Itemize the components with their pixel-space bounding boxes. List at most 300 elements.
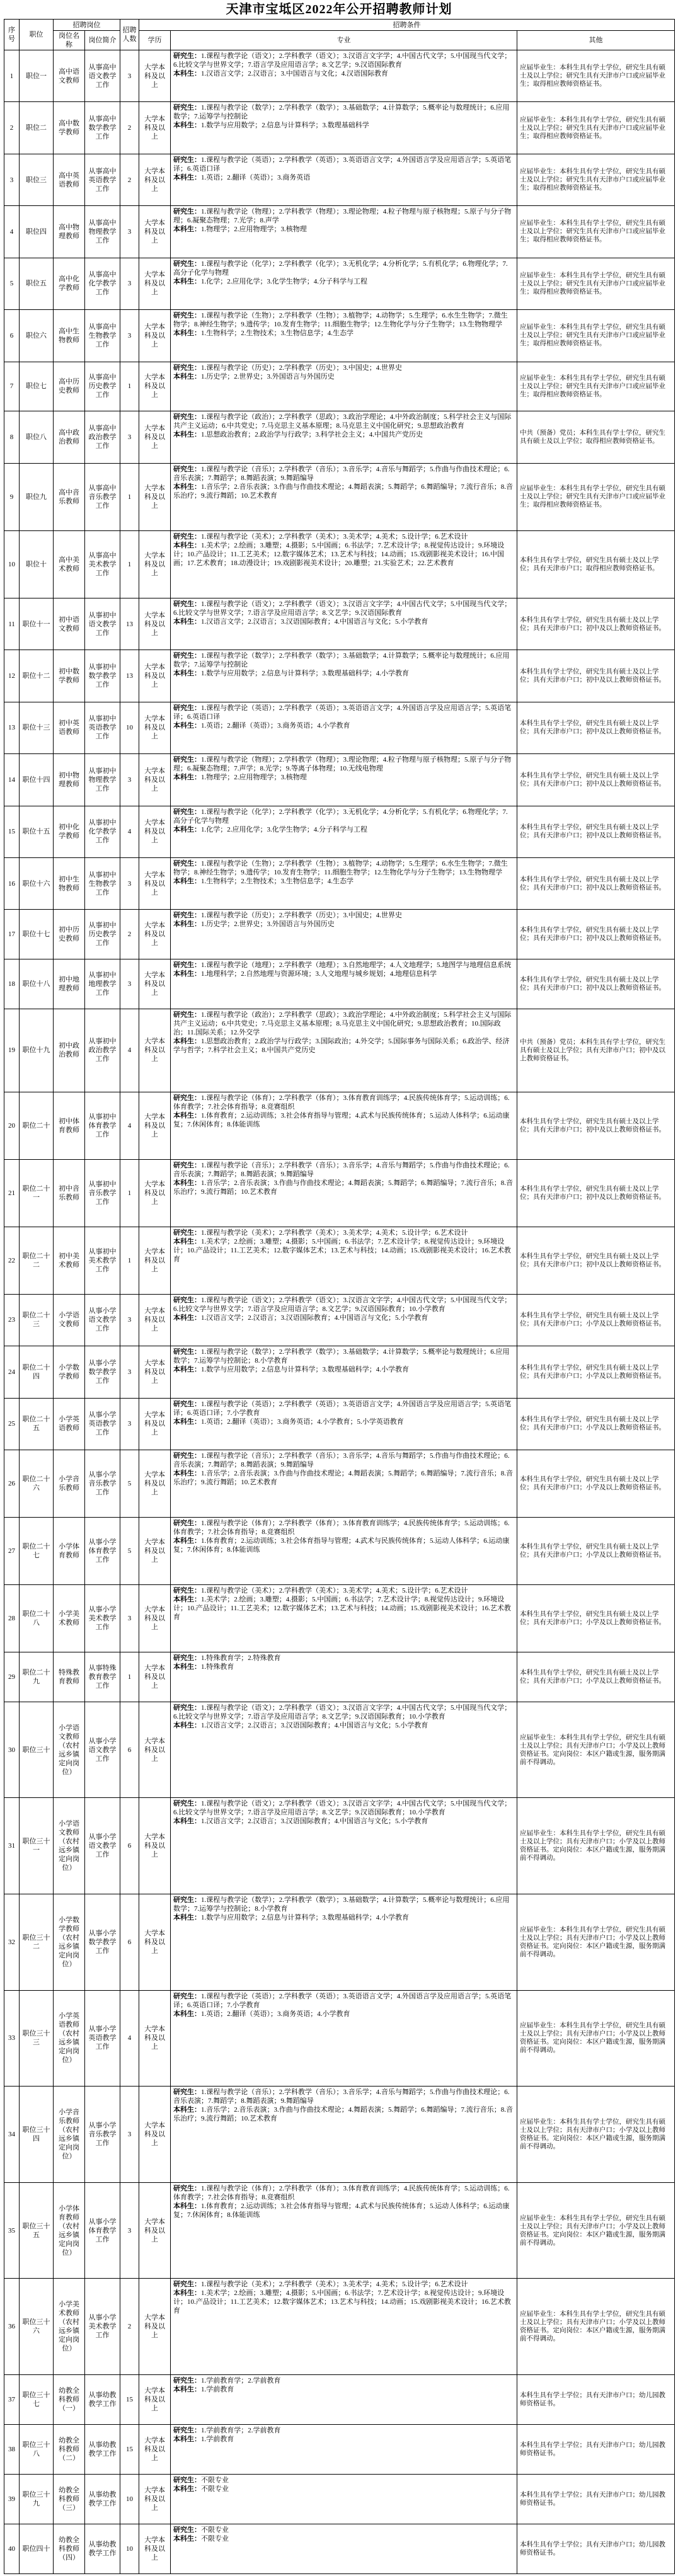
graduate-label: 研究生： [173,704,201,712]
undergraduate-label: 本科生： [173,617,201,626]
graduate-label: 研究生： [173,52,201,60]
table-row [4,959,675,1009]
cell-subject: 幼教全科教师（三） [54,2474,85,2524]
cell-other: 本科生具有学士学位；具有天津市户口；幼儿园教师资格证书。 [517,2524,675,2573]
cell-no: 15 [4,806,20,857]
cell-no: 5 [4,258,20,309]
cell-duty: 从事小学音乐教学工作 [85,1450,120,1517]
header-count: 招聘人数 [120,20,139,50]
undergraduate-majors: 1.美术学；2.绘画；3.雕塑；4.摄影；5.中国画；6.书法学；7.艺术设计学；8.视觉传达设计；9.环境设计；10.产品设计；11.工艺美术；12.数字媒体艺术；13.艺术与科技；14.动画；15.戏剧影视美术设计；16.艺术教育 [173,2289,511,2315]
major-undergraduate [173,121,514,130]
undergraduate-majors: 1.生物科学；2.生物技术；3.生物信息学；4.生态学 [201,329,353,338]
graduate-majors: 1.课程与教学论（美术）；2.学科教学（美术）；3.美术学；4.美术；5.设计学；6.艺术设计 [201,1228,468,1237]
undergraduate-majors: 1.汉语言文学；2.汉语言；3.汉语国际教育；4.中国语言与文化；5.小学教育 [201,1818,428,1826]
cell-other: 本科生具有学士学位，研究生具有硕士及以上学位；具有天津市户口；初中及以上教师资格证书。 [517,857,675,909]
graduate-label: 研究生： [173,1703,201,1712]
cell-other: 本科生具有学士学位，研究生具有硕士及以上学位；具有天津市户口；小学及以上教师资格证书。 [517,1398,675,1450]
cell-count: 4 [120,1990,139,2087]
undergraduate-label: 本科生： [173,1818,201,1826]
table-row [4,754,675,806]
table-row [4,702,675,753]
table-row [4,1894,675,1991]
header-requirements: 招聘条件 [139,20,675,31]
table-row [4,206,675,258]
graduate-majors: 1.学前教育学；2.学前教育 [201,2426,281,2434]
cell-major [171,1009,517,1092]
cell-other: 应届毕业生：本科生具有学士学位，研究生具有硕士及以上学位；具有天津市户口；小学及以上教师资格证书。定向岗位：本区户籍或生源，服务期满前不得调动。 [517,2182,675,2279]
cell-subject: 小学音乐教师（农村远乡镇定向岗位） [54,2087,85,2183]
graduate-majors: 1.课程与教学论（生物）；2.学科教学（生物）；3.植物学；4.动物学；5.生理学；6.水生生物学；7.微生物学；8.神经生物学；9.遗传学；10.发育生物学；11.细胞生物学；12.生物化学与分子生物学；13.生物物理学 [173,312,508,329]
cell-education: 大学本科及以上 [139,754,171,806]
cell-major [171,1517,517,1584]
cell-education: 大学本科及以上 [139,2087,171,2183]
table-row [4,650,675,702]
major-graduate [173,1348,514,1365]
cell-position: 职位十七 [20,910,54,959]
cell-position: 职位七 [20,362,54,411]
cell-other: 本科生具有学士学位，研究生具有硕士及以上学位；具有天津市户口；初中及以上教师资格证书。 [517,806,675,857]
major-graduate [173,2526,514,2534]
cell-no: 1 [4,50,20,102]
cell-education: 大学本科及以上 [139,310,171,362]
table-row [4,1652,675,1702]
table-row [4,1517,675,1584]
undergraduate-label: 本科生： [173,1663,201,1671]
undergraduate-majors: 1.音乐学；2.音乐表演；3.作曲与作曲技术理论；4.舞蹈表演；5.舞蹈学；6.舞蹈编导；7.流行音乐；8.音乐治疗；9.流行舞蹈；10.艺术教育 [173,2106,513,2123]
cell-subject: 高中音乐教师 [54,463,85,530]
cell-duty: 从事小学体育教学工作 [85,1517,120,1584]
cell-other: 中共（预备）党员；本科生具有学士学位，研究生具有硕士及以上学位；具有天津市户口；初中及以上教师资格证书。 [517,1009,675,1092]
cell-count: 1 [120,530,139,598]
cell-major [171,1584,517,1652]
major-graduate [173,651,514,669]
cell-other: 本科生具有学士学位，研究生具有硕士及以上学位；具有天津市户口；小学及以上教师资格证书。 [517,1294,675,1346]
cell-major [171,2182,517,2279]
cell-duty: 从事小学英语教学工作 [85,1398,120,1450]
major-graduate [173,2426,514,2435]
cell-major [171,50,517,102]
cell-count: 13 [120,650,139,702]
cell-other: 应届毕业生：本科生具有学士学位，研究生具有硕士及以上学位；研究生具有天津市户口或应届毕业生；取得相应教师资格证书。 [517,463,675,530]
cell-count: 4 [120,1009,139,1092]
cell-major [171,411,517,463]
cell-count: 5 [120,1517,139,1584]
cell-duty: 从事高中英语教学工作 [85,154,120,205]
cell-no: 24 [4,1346,20,1398]
major-graduate [173,704,514,721]
cell-duty: 从事小学语文教学工作 [85,1294,120,1346]
cell-subject: 幼教全科教师（四） [54,2524,85,2573]
cell-subject: 高中政治教师 [54,411,85,463]
major-undergraduate [173,1314,514,1322]
cell-count: 3 [120,411,139,463]
cell-subject: 小学英语教师（农村远乡镇定向岗位） [54,1990,85,2087]
cell-no: 20 [4,1092,20,1159]
undergraduate-label: 本科生： [173,226,201,234]
cell-count: 2 [120,154,139,205]
undergraduate-majors: 1.化学；2.应用化学；3.化学生物学；4.分子科学与工程 [201,825,367,833]
cell-no: 21 [4,1159,20,1227]
cell-education: 大学本科及以上 [139,1990,171,2087]
cell-position: 职位二十七 [20,1517,54,1584]
cell-other: 本科生具有学士学位；具有天津市户口；幼儿园教师资格证书。 [517,2474,675,2524]
cell-duty: 从事幼教教学工作 [85,2474,120,2524]
undergraduate-label: 本科生： [173,122,201,130]
cell-duty: 从事小学数学教学工作 [85,1346,120,1398]
cell-duty: 从事小学美术教学工作 [85,2279,120,2375]
major-graduate [173,207,514,225]
cell-subject: 高中化学教师 [54,258,85,309]
cell-subject: 高中美术教师 [54,530,85,598]
cell-position: 职位十五 [20,806,54,857]
major-graduate [173,2376,514,2385]
cell-no: 7 [4,362,20,411]
cell-education: 大学本科及以上 [139,154,171,205]
major-graduate [173,1228,514,1237]
cell-major [171,650,517,702]
cell-no: 22 [4,1227,20,1294]
undergraduate-majors: 1.汉语言文学；2.汉语言；3.汉语国际教育；4.中国语言与文化；5.小学教育 [201,1721,428,1729]
cell-position: 职位二十八 [20,1584,54,1652]
recruitment-table [4,19,675,2574]
cell-subject: 小学数学教师 [54,1346,85,1398]
graduate-majors: 1.课程与教学论（语文）；2.学科教学（语文）；3.汉语言文字学；4.中国古代文学；5.中国现当代文学；6.比较文学与世界文学；7.语言学及应用语言学；8.文艺学；9.汉语国际教育；10.小学教育 [173,1703,512,1720]
cell-other: 本科生具有学士学位；具有天津市户口；幼儿园教师资格证书。 [517,2374,675,2424]
cell-duty: 从事幼教教学工作 [85,2524,120,2573]
cell-major [171,702,517,753]
cell-count: 3 [120,1398,139,1450]
cell-position: 职位五 [20,258,54,309]
graduate-majors: 1.课程与教学论（地理）；2.学科教学（地理）；3.自然地理学；4.人文地理学；5.地图学与地理信息系统 [201,961,512,970]
cell-major [171,1450,517,1517]
major-undergraduate [173,372,514,381]
major-undergraduate [173,1817,514,1826]
table-row [4,910,675,959]
table-row [4,2474,675,2524]
cell-subject: 小学美术教师 [54,1584,85,1652]
cell-subject: 初中物理教师 [54,754,85,806]
table-row [4,1294,675,1346]
undergraduate-label: 本科生： [173,1417,201,1426]
graduate-label: 研究生： [173,2088,201,2097]
major-undergraduate [173,541,514,568]
cell-major [171,1702,517,1798]
major-undergraduate [173,173,514,182]
undergraduate-label: 本科生： [173,2106,201,2114]
cell-duty: 从事幼教教学工作 [85,2424,120,2474]
cell-count: 4 [120,806,139,857]
cell-count: 3 [120,50,139,102]
major-graduate [173,103,514,121]
cell-other: 本科生具有学士学位，研究生具有硕士及以上学位；具有天津市户口；取得相应教师资格证书。 [517,530,675,598]
major-graduate [173,1799,514,1817]
table-row [4,1092,675,1159]
cell-position: 职位三十一 [20,1798,54,1894]
cell-education: 大学本科及以上 [139,650,171,702]
cell-duty: 从事初中生物教学工作 [85,857,120,909]
cell-no: 14 [4,754,20,806]
graduate-majors: 1.课程与教学论（数学）；2.学科教学（数学）；3.基础数学；4.计算数学；5.概率论与数理统计；6.应用数学；7.运筹学与控制论 [173,104,510,121]
cell-count: 2 [120,102,139,154]
cell-duty: 从事特殊教育教学工作 [85,1652,120,1702]
cell-education: 大学本科及以上 [139,1702,171,1798]
cell-count: 3 [120,857,139,909]
undergraduate-label: 本科生： [173,1721,201,1729]
cell-major [171,1227,517,1294]
undergraduate-majors: 1.地理科学；2.自然地理与资源环境；3.人文地理与城乡规划；4.地理信息科学 [201,970,437,978]
cell-major [171,959,517,1009]
cell-education: 大学本科及以上 [139,806,171,857]
cell-other: 应届毕业生：本科生具有学士学位，研究生具有硕士及以上学位；研究生具有天津市户口或应届毕业生；取得相应教师资格证书。 [517,206,675,258]
cell-count: 3 [120,1584,139,1652]
undergraduate-majors: 1.学前教育 [201,2385,234,2393]
cell-other: 本科生具有学士学位，研究生具有硕士及以上学位；具有天津市户口；小学及以上教师资格证书。 [517,1652,675,1702]
cell-count: 10 [120,2524,139,2573]
major-graduate [173,911,514,920]
cell-education: 大学本科及以上 [139,2424,171,2474]
graduate-label: 研究生： [173,2184,201,2192]
cell-position: 职位三十六 [20,2279,54,2375]
graduate-majors: 1.课程与教学论（英语）；2.学科教学（英语）；3.英语语言文学；4.外国语言学及应用语言学；5.英语笔译；6.英语口译；7.小学教育 [173,1992,512,2009]
cell-no: 19 [4,1009,20,1092]
cell-position: 职位二十一 [20,1159,54,1227]
major-graduate [173,413,514,430]
graduate-label: 研究生： [173,156,201,164]
undergraduate-label: 本科生： [173,541,201,549]
major-graduate [173,755,514,773]
graduate-label: 研究生： [173,2426,201,2434]
undergraduate-majors: 1.化学；2.应用化学；3.化学生物学；4.分子科学与工程 [201,277,367,285]
cell-position: 职位二十九 [20,1652,54,1702]
cell-subject: 小学语文教师（农村远乡镇定向岗位） [54,1702,85,1798]
cell-position: 职位二十 [20,1092,54,1159]
cell-position: 职位四 [20,206,54,258]
cell-no: 9 [4,463,20,530]
major-graduate [173,859,514,877]
undergraduate-label: 本科生： [173,2010,201,2018]
cell-no: 32 [4,1894,20,1991]
cell-duty: 从事初中体育教学工作 [85,1092,120,1159]
major-undergraduate [173,1663,514,1671]
undergraduate-majors: 1.音乐学；2.音乐表演；3.作曲与作曲技术理论；4.舞蹈表演；5.舞蹈学；6.舞蹈编导；7.流行音乐；8.音乐治疗；9.流行舞蹈；10.艺术教育 [173,483,513,500]
cell-major [171,206,517,258]
cell-education: 大学本科及以上 [139,1798,171,1894]
undergraduate-label: 本科生： [173,2485,201,2493]
cell-position: 职位二十四 [20,1346,54,1398]
cell-subject: 初中语文教师 [54,598,85,650]
graduate-label: 研究生： [173,1348,201,1356]
cell-subject: 初中体育教师 [54,1092,85,1159]
undergraduate-label: 本科生： [173,825,201,833]
graduate-label: 研究生： [173,961,201,970]
cell-count: 10 [120,702,139,753]
cell-subject: 幼教全科教师（一） [54,2374,85,2424]
cell-no: 38 [4,2424,20,2474]
table-row [4,154,675,205]
cell-education: 大学本科及以上 [139,530,171,598]
graduate-label: 研究生： [173,1896,201,1904]
header-education: 学历 [139,31,171,50]
graduate-majors: 1.课程与教学论（语文）；2.学科教学（语文）；3.汉语言文字学；4.中国古代文学；5.中国现当代文学；6.比较文学与世界文学；7.语言学及应用语言学；8.文艺学；9.汉语国际教育；10.小学教育 [173,1800,512,1817]
cell-education: 大学本科及以上 [139,1227,171,1294]
cell-no: 11 [4,598,20,650]
graduate-label: 研究生： [173,2526,201,2534]
cell-position: 职位三十五 [20,2182,54,2279]
cell-count: 3 [120,206,139,258]
major-undergraduate [173,1913,514,1922]
cell-duty: 从事高中美术教学工作 [85,530,120,598]
graduate-majors: 1.课程与教学论（物理）；2.学科教学（物理）；3.理论物理；4.粒子物理与原子核物理；5.原子与分子物理；6.凝聚态物理；7.光学；8.声学 [173,208,512,225]
cell-other: 应届毕业生：本科生具有学士学位，研究生具有硕士及以上学位；具有天津市户口；小学及以上教师资格证书。定向岗位：本区户籍或生源，服务期满前不得调动。 [517,2087,675,2183]
undergraduate-majors: 1.学前教育 [201,2435,234,2443]
undergraduate-label: 本科生： [173,2289,201,2298]
cell-education: 大学本科及以上 [139,1092,171,1159]
cell-duty: 从事初中美术教学工作 [85,1227,120,1294]
graduate-label: 研究生： [173,532,201,541]
graduate-majors: 1.课程与教学论（体育）；2.学科教学（体育）；3.体育教育训练学；4.民族传统体育学；5.运动训练；6.体育教学；7.社会体育指导；8.竞赛组织 [173,1519,510,1536]
major-undergraduate [173,1469,514,1487]
major-graduate [173,1992,514,2010]
cell-duty: 从事高中音乐教学工作 [85,463,120,530]
graduate-label: 研究生： [173,1400,201,1408]
undergraduate-majors: 不限专业 [201,2485,229,2493]
cell-position: 职位三十八 [20,2424,54,2474]
major-graduate [173,1519,514,1537]
cell-other: 应届毕业生：本科生具有学士学位，研究生具有硕士及以上学位；具有天津市户口；小学及以上教师资格证书。定向岗位：本区户籍或生源，服务期满前不得调动。 [517,1798,675,1894]
table-row [4,2182,675,2279]
table-header [4,20,675,50]
undergraduate-majors: 1.数学与应用数学；2.信息与计算科学；3.数理基础科学；4.小学教育 [201,1366,409,1374]
cell-count: 3 [120,2182,139,2279]
major-graduate [173,1296,514,1314]
cell-position: 职位六 [20,310,54,362]
undergraduate-label: 本科生： [173,1179,201,1187]
cell-count: 15 [120,2374,139,2424]
cell-duty: 从事初中语文教学工作 [85,598,120,650]
cell-position: 职位三十 [20,1702,54,1798]
cell-subject: 高中英语教师 [54,154,85,205]
cell-count: 4 [120,1092,139,1159]
graduate-label: 研究生： [173,1228,201,1237]
cell-no: 26 [4,1450,20,1517]
cell-count: 3 [120,754,139,806]
cell-duty: 从事高中生物教学工作 [85,310,120,362]
cell-position: 职位三 [20,154,54,205]
major-undergraduate [173,277,514,286]
graduate-label: 研究生： [173,1800,201,1808]
cell-subject: 初中政治教师 [54,1009,85,1092]
cell-count: 1 [120,362,139,411]
cell-no: 28 [4,1584,20,1652]
cell-education: 大学本科及以上 [139,1294,171,1346]
undergraduate-label: 本科生： [173,372,201,381]
cell-other: 应届毕业生：本科生具有学士学位，研究生具有硕士及以上学位；研究生具有天津市户口或应届毕业生；取得相应教师资格证书。 [517,362,675,411]
major-undergraduate [173,1179,514,1196]
cell-duty: 从事小学数学教学工作 [85,1894,120,1991]
undergraduate-majors: 不限专业 [201,2534,229,2543]
cell-major [171,1652,517,1702]
major-undergraduate [173,1537,514,1554]
cell-duty: 从事小学语文教学工作 [85,1798,120,1894]
cell-major [171,910,517,959]
graduate-label: 研究生： [173,2281,201,2289]
cell-duty: 从事小学体育教学工作 [85,2182,120,2279]
undergraduate-label: 本科生： [173,774,201,782]
cell-position: 职位九 [20,463,54,530]
undergraduate-label: 本科生： [173,1314,201,1322]
cell-no: 18 [4,959,20,1009]
cell-position: 职位十三 [20,702,54,753]
major-undergraduate [173,430,514,439]
cell-education: 大学本科及以上 [139,411,171,463]
cell-position: 职位十 [20,530,54,598]
cell-subject: 高中语文教师 [54,50,85,102]
cell-duty: 从事高中政治教学工作 [85,411,120,463]
cell-other: 本科生具有学士学位，研究生具有硕士及以上学位；具有天津市户口；初中及以上教师资格证书。 [517,650,675,702]
cell-major [171,2087,517,2183]
graduate-majors: 1.课程与教学论（政治）；2.学科教学（思政）；3.政治学理论；4.中外政治制度；5.科学社会主义与国际共产主义运动；6.中共党史；7.马克思主义基本原理；8.马克思主义中国化研究；9.思想政治教育；10.国际政治；11.国际关系；12.外交学 [173,1011,512,1037]
graduate-label: 研究生： [173,2476,201,2484]
cell-subject: 初中数学教师 [54,650,85,702]
cell-major [171,102,517,154]
cell-position: 职位三十九 [20,2474,54,2524]
graduate-label: 研究生： [173,756,201,764]
cell-position: 职位二 [20,102,54,154]
cell-other: 应届毕业生：本科生具有学士学位，研究生具有硕士及以上学位；具有天津市户口；小学及以上教师资格证书。定向岗位：本区户籍或生源，服务期满前不得调动。 [517,1702,675,1798]
graduate-majors: 1.课程与教学论（生物）；2.学科教学（生物）；3.植物学；4.动物学；5.生理学；6.水生生物学；7.微生物学；8.神经生物学；9.遗传学；10.发育生物学；11.细胞生物学；12.生物化学与分子生物学；13.生物物理学 [173,859,508,876]
cell-major [171,530,517,598]
cell-position: 职位十二 [20,650,54,702]
cell-position: 职位四十 [20,2524,54,2573]
cell-other: 本科生具有学士学位，研究生具有硕士及以上学位；具有天津市户口；初中及以上教师资格证书。 [517,1159,675,1227]
undergraduate-label: 本科生： [173,431,201,439]
major-graduate [173,260,514,277]
undergraduate-label: 本科生： [173,670,201,678]
undergraduate-majors: 1.历史学；2.世界史；3.外国语言与外国历史 [201,920,335,929]
undergraduate-label: 本科生： [173,970,201,978]
major-undergraduate [173,920,514,929]
major-undergraduate [173,69,514,78]
graduate-majors: 1.课程与教学论（音乐）；2.学科教学（音乐）；3.音乐学；4.音乐与舞蹈学；5.作曲与作曲技术理论；6.音乐表演；7.舞蹈学；8.舞蹈表演；9.舞蹈编导 [173,1161,510,1178]
cell-other: 本科生具有学士学位，研究生具有硕士及以上学位；具有天津市户口；小学及以上教师资格证书。 [517,1450,675,1517]
major-graduate [173,311,514,329]
header-major: 专业 [171,31,517,50]
undergraduate-label: 本科生： [173,1537,201,1545]
undergraduate-majors: 1.音乐学；2.音乐表演；3.作曲与作曲技术理论；4.舞蹈表演；5.舞蹈学；6.舞蹈编导；7.流行音乐；8.音乐治疗；9.流行舞蹈；10.艺术教育 [173,1469,513,1486]
major-graduate [173,2088,514,2105]
cell-education: 大学本科及以上 [139,1450,171,1517]
cell-count: 2 [120,2279,139,2375]
cell-subject: 高中数学教师 [54,102,85,154]
major-graduate [173,532,514,541]
undergraduate-label: 本科生： [173,2385,201,2393]
cell-no: 27 [4,1517,20,1584]
undergraduate-majors: 1.汉语言文学；2.汉语言；3.汉语国际教育；4.中国语言与文化；5.小学教育 [201,617,428,626]
major-undergraduate [173,1237,514,1264]
cell-education: 大学本科及以上 [139,50,171,102]
header-group: 招聘岗位 [54,20,120,31]
undergraduate-majors: 1.生物科学；2.生物技术；3.生物信息学；4.生态学 [201,877,353,885]
cell-subject: 高中生物教师 [54,310,85,362]
major-undergraduate [173,329,514,338]
cell-duty: 从事初中英语教学工作 [85,702,120,753]
undergraduate-majors: 1.英语；2.翻译（英语）；3.商务英语；4.小学教育 [201,2010,350,2018]
cell-no: 2 [4,102,20,154]
cell-count: 13 [120,598,139,650]
major-undergraduate [173,825,514,834]
cell-no: 3 [4,154,20,205]
major-graduate [173,1010,514,1037]
